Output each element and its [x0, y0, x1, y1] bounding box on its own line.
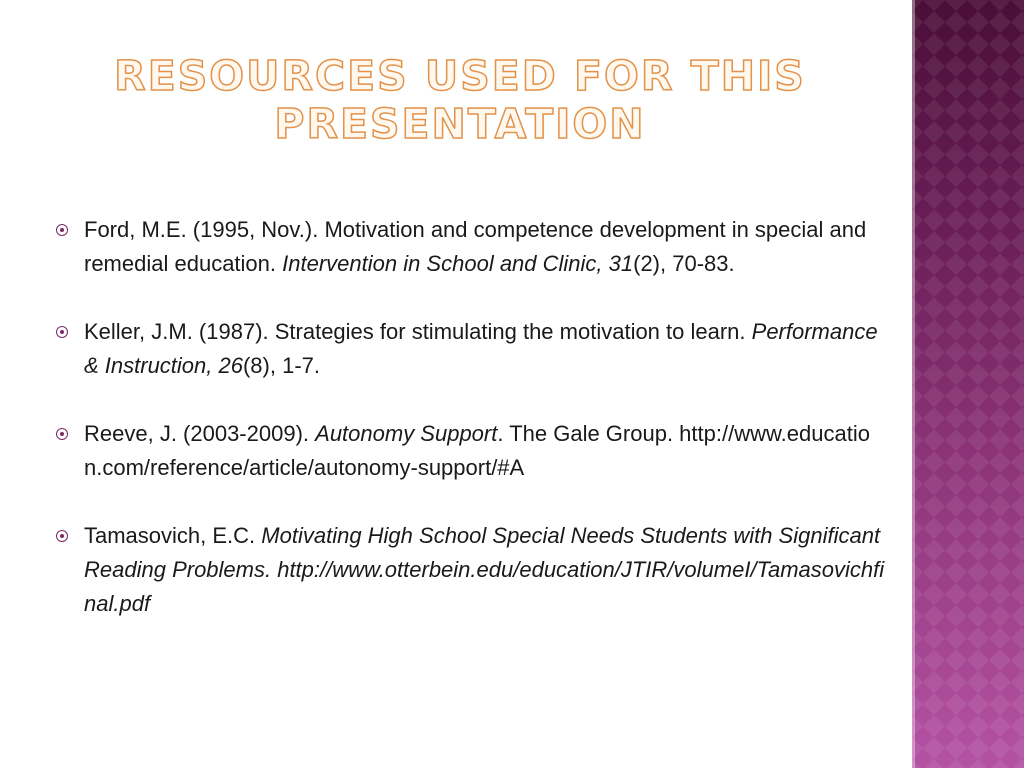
reference-details: . The Gale Group. http://www.education.com/reference/article/autonomy-support/#A — [84, 421, 870, 480]
reference-item — [56, 315, 886, 383]
reference-source: Intervention in School and Clinic, 31 — [282, 251, 634, 276]
bullet-icon — [56, 224, 68, 236]
reference-item — [56, 213, 886, 281]
slide-title: RESOURCES USED FOR THIS PRESENTATION — [114, 52, 806, 148]
reference-source: Motivating High School Special Needs Students with Significant Reading Problems. http://www.otterbein.edu/education/JTIR/volumeI/Tamasovichfinal.pdf — [84, 523, 885, 616]
reference-source: Autonomy Support — [315, 421, 498, 446]
reference-author: Tamasovich, E.C. — [84, 523, 262, 548]
bullet-icon — [56, 326, 68, 338]
reference-details: (2), 70-83. — [633, 251, 735, 276]
bullet-icon — [56, 530, 68, 542]
reference-item — [56, 519, 886, 621]
reference-item — [56, 417, 886, 485]
reference-author: Reeve, J. (2003-2009). — [84, 421, 316, 446]
bullet-icon — [56, 428, 68, 440]
reference-source: Performance & Instruction, 26 — [84, 319, 878, 378]
reference-list — [56, 213, 886, 655]
decorative-side-band — [912, 0, 1024, 768]
reference-author: Keller, J.M. (1987). Strategies for stimulating the motivation to learn. — [84, 319, 752, 344]
reference-author: Ford, M.E. (1995, Nov.). Motivation and competence development in special and remedial education. — [84, 217, 867, 276]
reference-details: (8), 1-7. — [242, 353, 321, 378]
